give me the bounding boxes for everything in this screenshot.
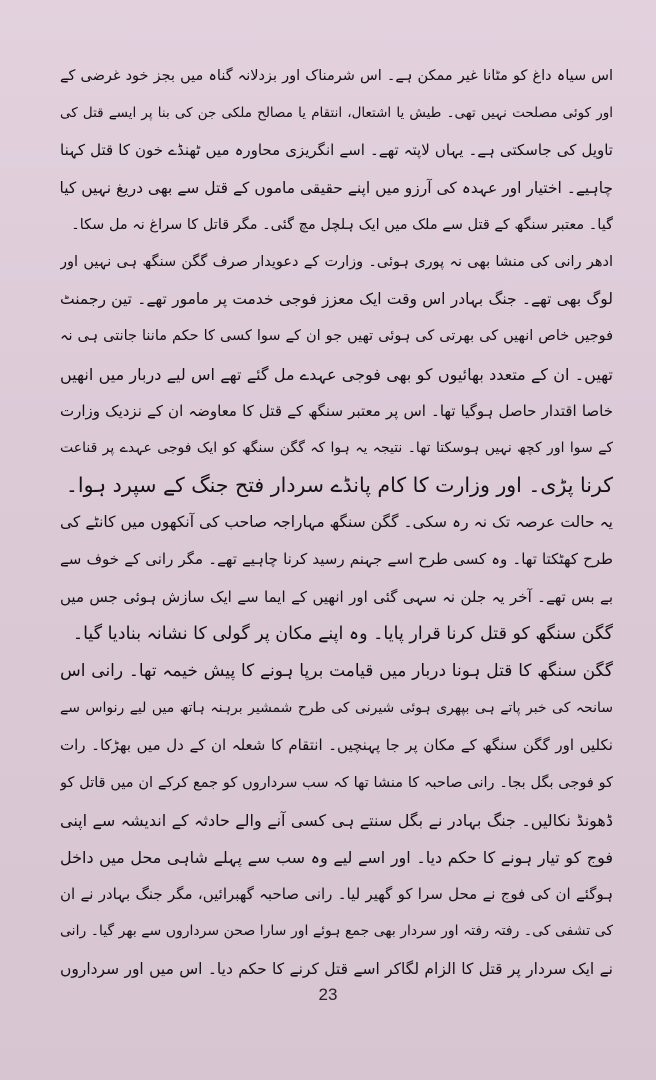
text-line-21: ڈھونڈ نکالیں۔ جنگ بہادر نے بگل سنتے ہی کسی آنے والے حادثہ کے اندیشہ سے اپنی xyxy=(60,810,613,830)
text-line-15: بے بس تھے۔ آخر یہ جلن نہ سہی گئی اور انھیں کے ایما سے ایک سازش ہوئی جس میں xyxy=(60,587,613,606)
body-text xyxy=(60,58,613,988)
text-line-4: چاہیے۔ اختیار اور عہدہ کی آرزو میں اپنے حقیقی ماموں کے قتل سے بھی دریغ نہیں کیا xyxy=(60,178,613,197)
text-line-23: ہوگئے ان کی فوج نے محل سرا کو گھیر لیا۔ رانی صاحبہ گھبرائیں، مگر جنگ بہادر نے ان xyxy=(60,885,613,904)
text-line-14: طرح کھٹکتا تھا۔ وہ کسی طرح اسے جہنم رسید کرنا چاہیے تھے۔ مگر رانی کے خوف سے xyxy=(60,550,613,569)
text-line-2: اور کوئی مصلحت نہیں تھی۔ طیش یا اشتعال، انتقام یا مصالح ملکی جن کی بنا پر ایسے قتل کی xyxy=(60,105,613,122)
text-line-18: سانحہ کی خبر پاتے ہی بپھری ہوئی شیرنی کی طرح شمشیر برہنہ ہاتھ میں لیے رنواس سے xyxy=(60,700,613,717)
text-line-12: کرنا پڑی۔ اور وزارت کا کام پانڈے سردار فتح جنگ کے سپرد ہوا۔ xyxy=(65,473,613,498)
text-line-25: نے ایک سردار پر قتل کا الزام لگاکر اسے قتل کرنے کا حکم دیا۔ اس میں اور سرداروں xyxy=(60,959,613,978)
text-line-19: نکلیں اور گگن سنگھ کے مکان پر جا پہنچیں۔ انتقام کا شعلہ ان کے دل میں بھڑکا۔ رات xyxy=(60,736,613,755)
text-line-22: فوج کو تیار ہونے کا حکم دیا۔ اور اسے لیے وہ سب سے پہلے شاہی محل میں داخل xyxy=(60,847,613,867)
text-line-17: گگن سنگھ کا قتل ہونا دربار میں قیامت برپا ہونے کا پیش خیمہ تھا۔ رانی اس xyxy=(60,661,613,681)
text-line-5: گیا۔ معتبر سنگھ کے قتل سے ملک میں ایک ہلچل مچ گئی۔ مگر قاتل کا سراغ نہ مل سکا۔ xyxy=(71,216,613,233)
text-line-10: خاصا اقتدار حاصل ہوگیا تھا۔ اس پر معتبر سنگھ کے قتل کا معاوضہ ان کے نزدیک وزارت xyxy=(60,401,613,420)
text-line-11: کے سوا اور کچھ نہیں ہوسکتا تھا۔ نتیجہ یہ ہوا کہ گگن سنگھ کو ایک فوجی عہدے پر قناعت xyxy=(60,439,613,456)
text-line-16: گگن سنگھ کو قتل کرنا قرار پایا۔ وہ اپنے مکان پر گولی کا نشانہ بنادیا گیا۔ xyxy=(72,623,613,644)
text-line-24: کی تشفی کی۔ رفتہ رفتہ اور سردار بھی جمع ہوئے اور سارا صحن سرداروں سے بھر گیا۔ رانی xyxy=(60,923,613,940)
text-line-20: کو فوجی بگل بجا۔ رانی صاحبہ کا منشا تھا کہ سب سرداروں کو جمع کرکے ان میں قاتل کو xyxy=(60,774,613,791)
text-line-8: فوجیں خاص انھیں کی بھرتی کی ہوئی تھیں جو ان کے سوا کسی کا حکم ماننا جانتی ہی نہ xyxy=(60,328,613,345)
text-line-3: تاویل کی جاسکتی ہے۔ یہاں لاپتہ تھے۔ اسے انگریزی محاورہ میں ٹھنڈے خون کا قتل کہنا xyxy=(60,141,613,160)
text-line-13: یہ حالت عرصہ تک نہ رہ سکی۔ گگن سنگھ مہاراجہ صاحب کی آنکھوں میں کانٹے کی xyxy=(60,513,613,532)
text-line-1: اس سیاہ داغ کو مٹانا غیر ممکن ہے۔ اس شرمناک اور بزدلانہ گناہ میں بجز خود غرضی کے xyxy=(60,68,613,84)
page-number: 23 xyxy=(318,985,338,1004)
text-line-9: تھیں۔ ان کے متعدد بھائیوں کو بھی فوجی عہدے مل گئے تھے اس لیے دربار میں انھیں xyxy=(60,364,613,384)
text-line-6: ادھر رانی کی منشا بھی نہ پوری ہوئی۔ وزارت کے دعویدار صرف گگن سنگھ ہی نہیں اور xyxy=(60,253,613,270)
text-line-7: لوگ بھی تھے۔ جنگ بہادر اس وقت ایک معزز فوجی خدمت پر مامور تھے۔ تین رجمنٹ xyxy=(60,290,613,309)
